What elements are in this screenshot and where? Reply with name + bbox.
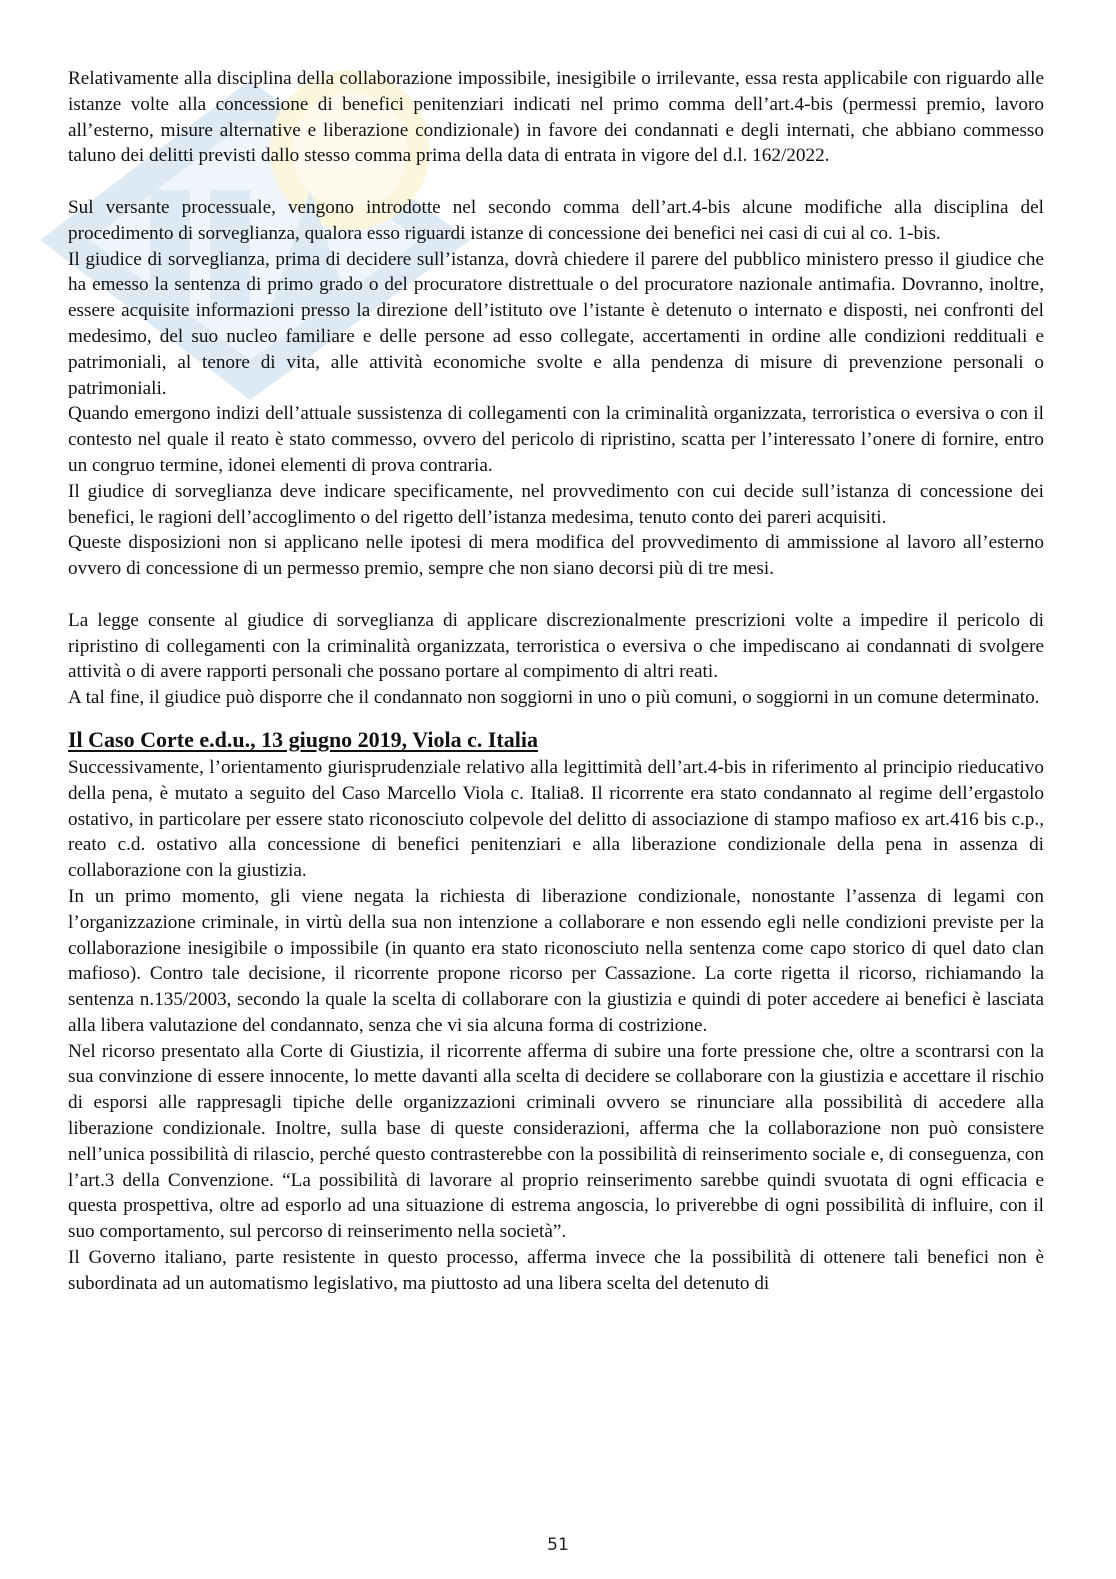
document-body	[68, 66, 1044, 1297]
paragraph: Queste disposizioni non si applicano nelle ipotesi di mera modifica del provvedimento di ammissione al lavoro all’esterno ovvero di concessione di un permesso premio, sempre che non siano decorsi più di tre mesi.	[68, 532, 1044, 580]
paragraph: Successivamente, l’orientamento giurisprudenziale relativo alla legittimità dell’art.4-bis in riferimento al principio rieducativo della pena, è mutato a seguito del Caso Marcello Viola c. Italia8. Il ricorrente era stato condannato al regime dell’ergastolo ostativo, in particolare per essere stato riconosciuto colpevole del delitto di associazione di stampo mafioso ex art.416 bis c.p., reato c.d. ostativo alla concessione di benefici penitenziari e alla liberazione condizionale della pena in assenza di collaborazione con la giustizia.	[68, 756, 1044, 882]
paragraph: In un primo momento, gli viene negata la richiesta di liberazione condizionale, nonostante l’assenza di legami con l’organizzazione criminale, in virtù della sua non intenzione a collaborare e non essendo egli nelle condizioni previste per la collaborazione inesigibile o impossibile (in quanto era stato riconosciuto nella sentenza come capo storico di quel dato clan mafioso). Contro tale decisione, il ricorrente propone ricorso per Cassazione. La corte rigetta il ricorso, richiamando la sentenza n.135/2003, secondo la quale la scelta di collaborare con la giustizia e quindi di poter accedere ai benefici è lasciata alla libera valutazione del condannato, senza che vi sia alcuna forma di costrizione.	[68, 885, 1044, 1036]
paragraph: Nel ricorso presentato alla Corte di Giustizia, il ricorrente afferma di subire una forte pressione che, oltre a scontrarsi con la sua convinzione di essere innocente, lo mette davanti alla scelta di decidere se collaborare con la giustizia e accettare il rischio di esporsi alle rappresagli tipiche delle organizzazioni criminali ovvero se rinunciare alla possibilità di accedere alla liberazione condizionale. Inoltre, sulla base di queste considerazioni, afferma che la collaborazione non può consistere nell’unica possibilità di rilascio, perché questo contrasterebbe con la possibilità di reinserimento sociale e, di conseguenza, con l’art.3 della Convenzione. “La possibilità di lavorare al proprio reinserimento sarebbe quindi svuotata di ogni efficacia e questa prospettiva, oltre ad esporlo ad una situazione di estrema angoscia, lo priverebbe di ogni possibilità di influire, con il suo comportamento, sul percorso di reinserimento nella società”.	[68, 1040, 1044, 1243]
paragraph: Quando emergono indizi dell’attuale sussistenza di collegamenti con la criminalità organizzata, terroristica o eversiva o con il contesto nel quale il reato è stato commesso, ovvero del pericolo di ripristino, scatta per l’interessato l’onere di fornire, entro un congruo termine, idonei elementi di prova contraria.	[68, 403, 1044, 476]
paragraph-gap	[68, 582, 1044, 608]
paragraph: Il giudice di sorveglianza deve indicare specificamente, nel provvedimento con cui decide sull’istanza di concessione dei benefici, le ragioni dell’accoglimento o del rigetto dell’istanza medesima, tenuto conto dei pareri acquisiti.	[68, 480, 1044, 528]
paragraph: Sul versante processuale, vengono introdotte nel secondo comma dell’art.4-bis alcune modifiche alla disciplina del procedimento di sorveglianza, qualora esso riguardi istanze di concessione dei benefici nei casi di cui al co. 1-bis.	[68, 196, 1044, 244]
paragraph: Relativamente alla disciplina della collaborazione impossibile, inesigibile o irrilevante, essa resta applicabile con riguardo alle istanze volte alla concessione di benefici penitenziari indicati nel primo comma dell’art.4-bis (permessi premio, lavoro all’esterno, misure alternative e liberazione condizionale) in favore dei condannati e degli internati, che abbiano commesso taluno dei delitti previsti dallo stesso comma prima della data di entrata in vigore del d.l. 162/2022.	[68, 68, 1044, 167]
section-heading: Il Caso Corte e.d.u., 13 giugno 2019, Viola c. Italia	[68, 726, 538, 752]
paragraph: La legge consente al giudice di sorveglianza di applicare discrezionalmente prescrizioni volte a impedire il pericolo di ripristino di collegamenti con la criminalità organizzata, terroristica o eversiva o che impediscano ai condannati di svolgere attività o di avere rapporti personali che possano portare al compimento di altri reati.	[68, 609, 1044, 683]
paragraph: Il Governo italiano, parte resistente in questo processo, afferma invece che la possibilità di ottenere tali benefici non è subordinata ad un automatismo legislativo, ma piuttosto ad una libera scelta del detenuto di	[68, 1247, 1044, 1294]
page-number: 51	[547, 1535, 569, 1555]
paragraph: A tal fine, il giudice può disporre che il condannato non soggiorni in uno o più comuni, o soggiorni in un comune determinato.	[68, 687, 1040, 709]
paragraph-gap	[68, 169, 1044, 195]
paragraph: Il giudice di sorveglianza, prima di decidere sull’istanza, dovrà chiedere il parere del pubblico ministero presso il giudice che ha emesso la sentenza di primo grado o del procuratore distrettuale o del procuratore nazionale antimafia. Dovranno, inoltre, essere acquisite informazioni presso la direzione dell’istituto ove l’istante è detenuto o internato e disposti, nei confronti del medesimo, del suo nucleo familiare e delle persone ad esso collegate, accertamenti in ordine alle condizioni reddituali e patrimoniali, al tenore di vita, alle attività economiche svolte e alla pendenza di misure di prevenzione personali o patrimoniali.	[68, 248, 1044, 399]
